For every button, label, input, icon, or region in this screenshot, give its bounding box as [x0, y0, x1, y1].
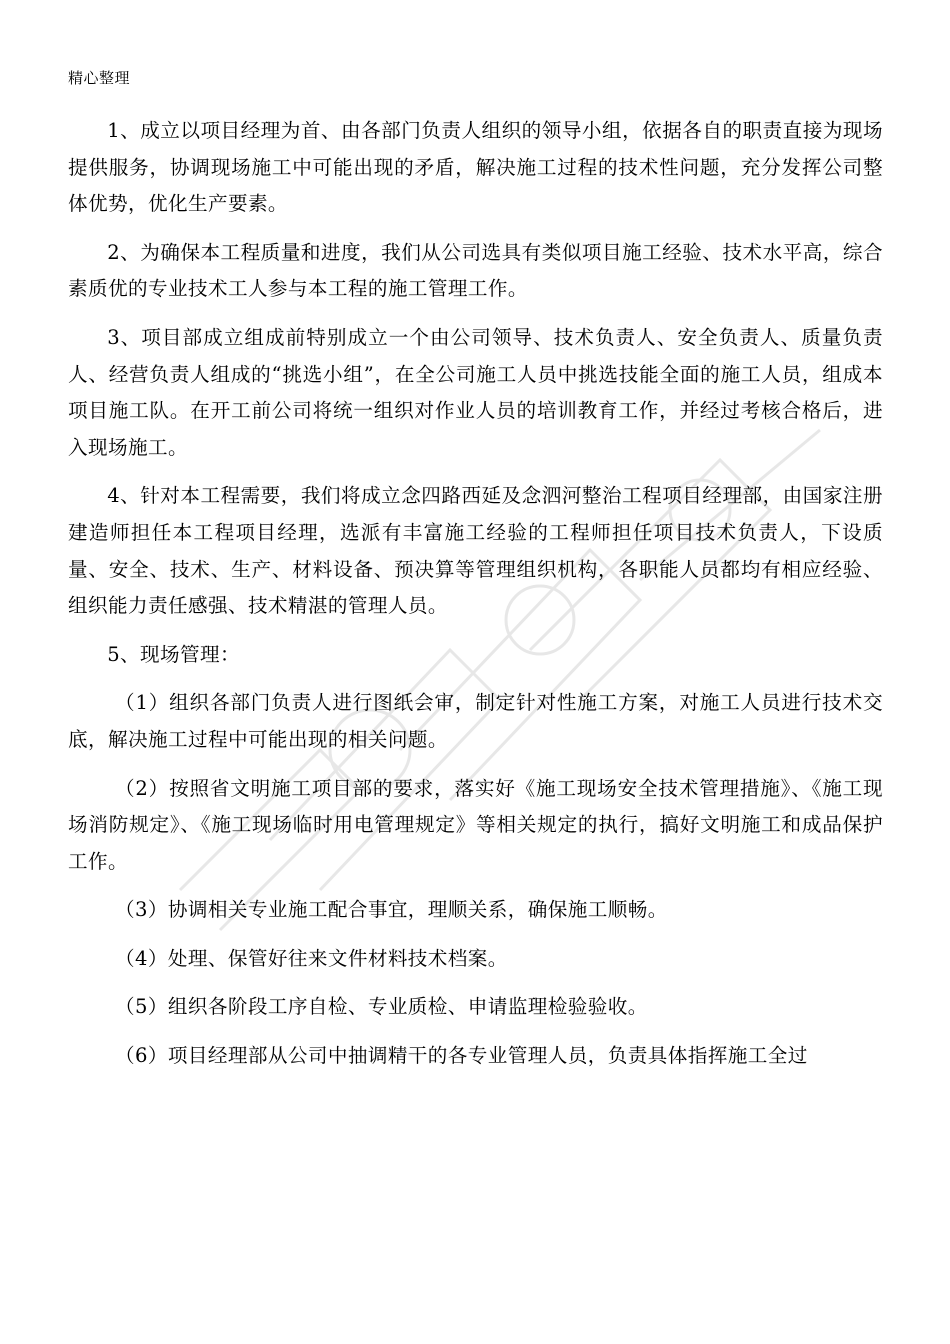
paragraph-5: 5、现场管理： — [107, 642, 241, 666]
paragraph-2: 2、为确保本工程质量和进度，我们从公司选具有类似项目施工经验、技术水平高，综合素质优的专业技术工人参与本工程的施工管理工作。 — [68, 240, 883, 301]
paragraph-3: 3、项目部成立组成前特别成立一个由公司领导、技术负责人、安全负责人、质量负责人、经营负责人组成的“挑选小组”，在全公司施工人员中挑选技能全面的施工人员，组成本项目施工队。在开工前公司将统一组织对作业人员的培训教育工作，并经过考核合格后，进入现场施工。 — [68, 325, 883, 459]
paragraph-5-3: （3）协调相关专业施工配合事宜，理顺关系，确保施工顺畅。 — [115, 898, 668, 922]
paragraph-5-4: （4）处理、保管好往来文件材料技术档案。 — [115, 946, 508, 970]
paragraph-5-2: （2）按照省文明施工项目部的要求，落实好《施工现场安全技术管理措施》、《施工现场消防规定》、《施工现场临时用电管理规定》等相关规定的执行，搞好文明施工和成品保护工作。 — [68, 776, 883, 873]
document-body — [68, 113, 883, 1087]
paragraph-5-1: （1）组织各部门负责人进行图纸会审，制定针对性施工方案，对施工人员进行技术交底，解决施工过程中可能出现的相关问题。 — [68, 691, 883, 751]
paragraph-1: 1、成立以项目经理为首、由各部门负责人组织的领导小组，依据各自的职责直接为现场提供服务，协调现场施工中可能出现的矛盾，解决施工过程的技术性问题，充分发挥公司整体优势，优化生产要素。 — [68, 119, 883, 216]
header-label: 精心整理 — [68, 69, 131, 87]
paragraph-4: 4、针对本工程需要，我们将成立念四路西延及念泗河整治工程项目经理部，由国家注册建造师担任本工程项目经理，选派有丰富施工经验的工程师担任项目技术负责人，下设质量、安全、技术、生产、材料设备、预决算等管理组织机构，各职能人员都均有相应经验、组织能力责任感强、技术精湛的管理人员。 — [68, 484, 883, 618]
paragraph-5-6: （6）项目经理部从公司中抽调精干的各专业管理人员，负责具体指挥施工全过 — [115, 1044, 808, 1068]
paragraph-5-5: （5）组织各阶段工序自检、专业质检、申请监理检验验收。 — [115, 995, 648, 1019]
